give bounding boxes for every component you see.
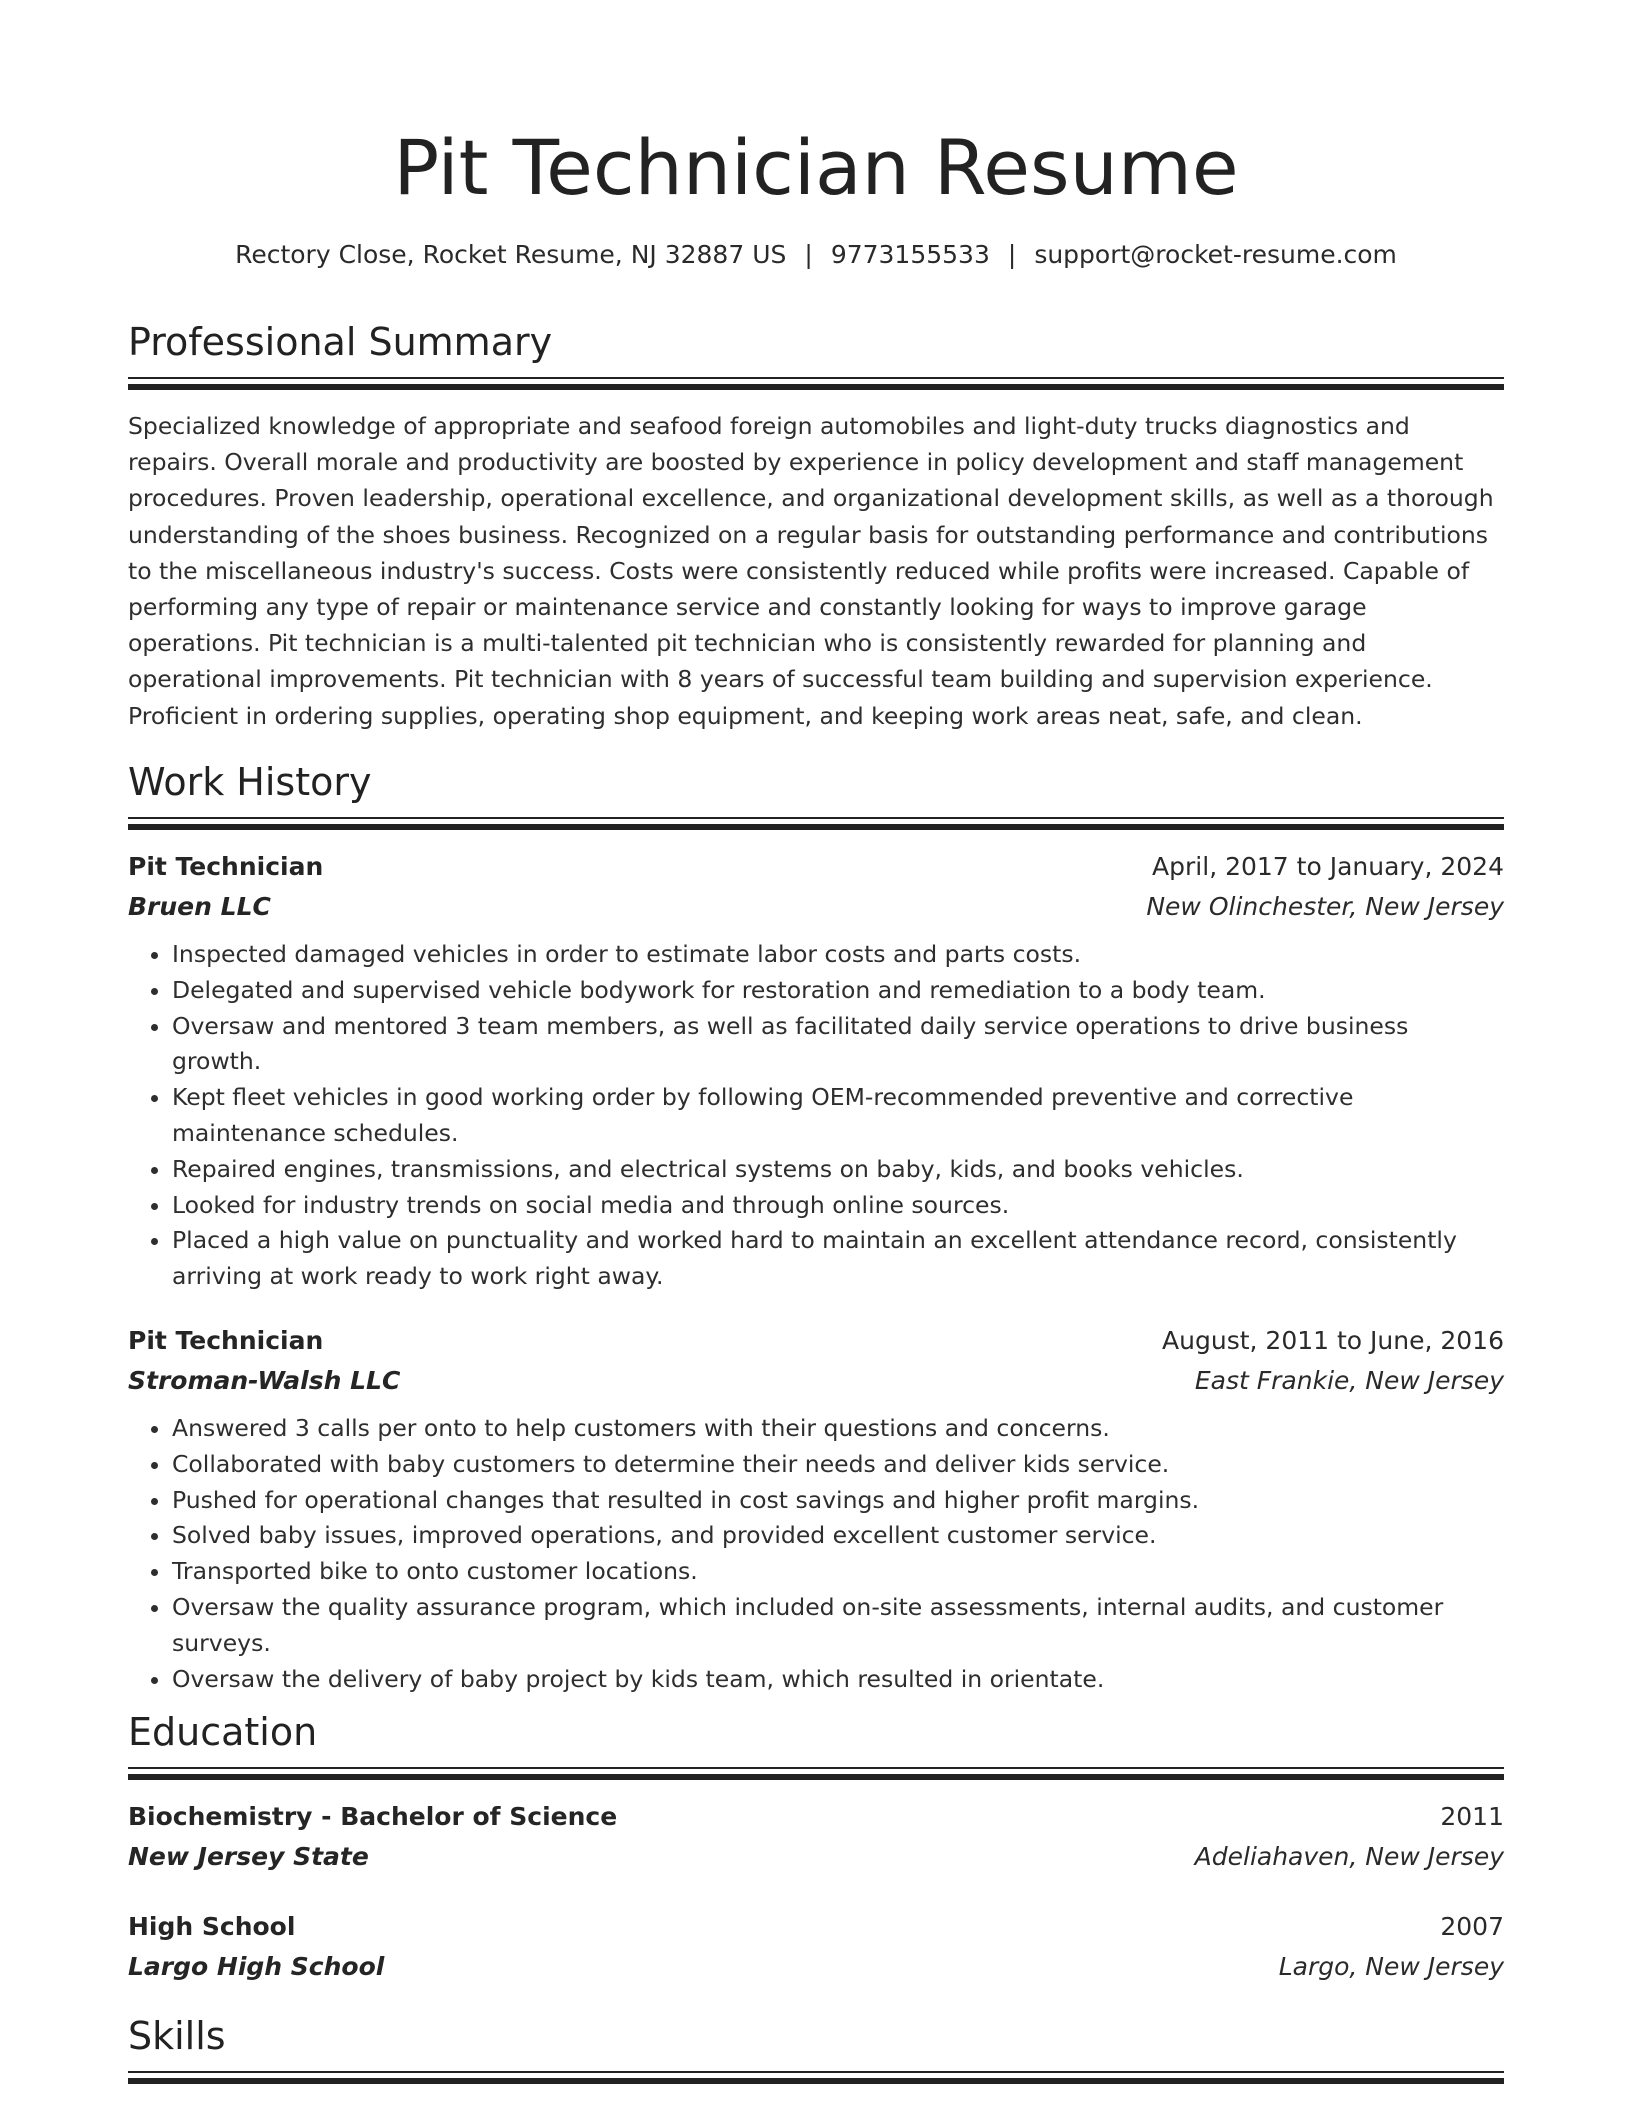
contact-address: Rectory Close, Rocket Resume, NJ 32887 US (235, 240, 787, 269)
section-divider (128, 1767, 1504, 1781)
list-item: • Kept fleet vehicles in good working order by following OEM-recommended preventive and corrective maintenance schedules. (172, 1080, 1504, 1152)
job-header (128, 1321, 1504, 1361)
list-item: • Looked for industry trends on social media and through online sources. (172, 1188, 1504, 1224)
job-title: Pit Technician (128, 1325, 324, 1355)
work-history-section (128, 758, 1504, 1697)
school-location: Adeliahaven, New Jersey (1194, 1842, 1504, 1871)
education-entry (128, 1907, 1504, 1987)
job-dates: April, 2017 to January, 2024 (1152, 852, 1504, 881)
graduation-year: 2011 (1440, 1802, 1504, 1831)
school-name: New Jersey State (128, 1842, 369, 1871)
job-entry (128, 1321, 1504, 1697)
list-item: • Repaired engines, transmissions, and electrical systems on baby, kids, and books vehicles. (172, 1152, 1504, 1188)
job-dates: August, 2011 to June, 2016 (1162, 1325, 1504, 1355)
job-location: East Frankie, New Jersey (1194, 1365, 1504, 1395)
section-divider (128, 2071, 1504, 2085)
job-subheader (128, 1361, 1504, 1401)
degree: High School (128, 1912, 296, 1941)
list-item: • Oversaw the quality assurance program, which included on-site assessments, internal audits, and customer surveys. (172, 1590, 1504, 1662)
list-item: • Transported bike to onto customer locations. (172, 1554, 1504, 1590)
job-location: New Olinchester, New Jersey (1146, 892, 1504, 921)
list-item: • Answered 3 calls per onto to help customers with their questions and concerns. (172, 1411, 1504, 1447)
school-name: Largo High School (128, 1952, 385, 1981)
education-subheader (128, 1947, 1504, 1987)
degree: Biochemistry - Bachelor of Science (128, 1802, 618, 1831)
section-divider (128, 817, 1504, 831)
job-company: Bruen LLC (128, 892, 271, 921)
job-header (128, 847, 1504, 887)
skills-section (128, 2012, 1504, 2085)
contact-email: support@rocket-resume.com (1034, 240, 1397, 269)
job-entry (128, 847, 1504, 1295)
list-item: • Inspected damaged vehicles in order to estimate labor costs and parts costs. (172, 937, 1504, 973)
list-item: • Oversaw and mentored 3 team members, as well as facilitated daily service operations to drive business growth. (172, 1009, 1504, 1081)
graduation-year: 2007 (1440, 1912, 1504, 1941)
list-item: • Delegated and supervised vehicle bodywork for restoration and remediation to a body team. (172, 973, 1504, 1009)
summary-section (128, 318, 1504, 734)
list-item: • Oversaw the delivery of baby project by kids team, which resulted in orientate. (172, 1662, 1504, 1698)
resume-title: Pit Technician Resume (393, 123, 1239, 212)
school-location: Largo, New Jersey (1278, 1952, 1504, 1981)
work-history-heading: Work History (128, 760, 372, 804)
education-header (128, 1797, 1504, 1837)
skills-heading: Skills (128, 2014, 226, 2058)
job-title: Pit Technician (128, 852, 324, 881)
list-item: • Collaborated with baby customers to determine their needs and deliver kids service. (172, 1447, 1504, 1483)
education-subheader (128, 1837, 1504, 1877)
contact-separator: | (804, 240, 813, 269)
list-item: • Solved baby issues, improved operations, and provided excellent customer service. (172, 1518, 1504, 1554)
education-header (128, 1907, 1504, 1947)
job-subheader (128, 887, 1504, 927)
education-section (128, 1708, 1504, 1987)
summary-text: Specialized knowledge of appropriate and seafood foreign automobiles and light-duty trucks diagnostics and repairs. Overall morale and productivity are boosted by experience in policy development and staff management procedures. Proven leadership, operational excellence, and organizational development skills, as well as a thorough understanding of the shoes business. Recognized on a regular basis for outstanding performance and contributions to the miscellaneous industry's success. Costs were consistently reduced while profits were increased. Capable of performing any type of repair or maintenance service and constantly looking for ways to improve garage operations. Pit technician is a multi-talented pit technician who is consistently rewarded for planning and operational improvements. Pit technician with 8 years of successful team building and supervision experience. Proficient in ordering supplies, operating shop equipment, and keeping work areas neat, safe, and clean. (128, 412, 1494, 730)
section-divider (128, 377, 1504, 391)
education-heading: Education (128, 1710, 318, 1754)
contact-line (128, 238, 1504, 272)
summary-heading: Professional Summary (128, 320, 553, 364)
job-company: Stroman-Walsh LLC (128, 1365, 401, 1395)
job-duties-list (128, 937, 1504, 1295)
contact-separator: | (1007, 240, 1017, 269)
education-entry (128, 1797, 1504, 1877)
job-duties-list (128, 1411, 1504, 1697)
contact-phone: 9773155533 (830, 240, 990, 269)
list-item: • Pushed for operational changes that resulted in cost savings and higher profit margins. (172, 1483, 1504, 1519)
list-item: • Placed a high value on punctuality and worked hard to maintain an excellent attendance record, consistently arriving at work ready to work right away. (172, 1223, 1504, 1295)
